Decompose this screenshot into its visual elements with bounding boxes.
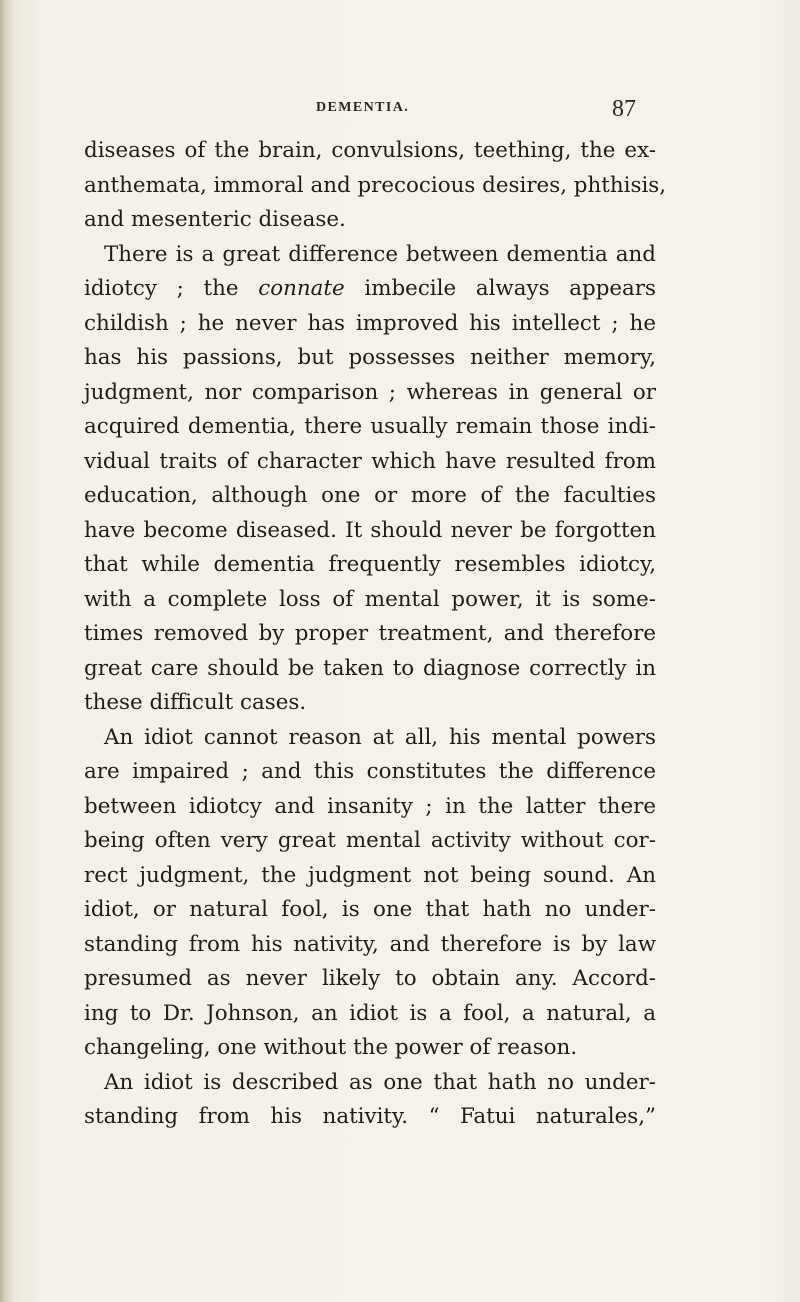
text-line: standing from his nativity, and therefore is by law xyxy=(84,931,656,957)
page-number: 87 xyxy=(612,96,636,122)
text-line: ing to Dr. Johnson, an idiot is a fool, a natural, a xyxy=(84,1000,656,1026)
text-line: An idiot cannot reason at all, his mental powers xyxy=(104,724,656,750)
text-line: these difficult cases. xyxy=(84,690,307,715)
text-line: times removed by proper treatment, and therefore xyxy=(84,621,656,646)
italic-term: connate xyxy=(258,276,345,301)
text-line: being often very great mental activity without cor- xyxy=(84,828,656,853)
text-line: idiot, or natural fool, is one that hath no under- xyxy=(84,897,656,922)
text-line: are impaired ; and this constitutes the difference xyxy=(84,759,656,784)
body-text xyxy=(84,134,667,1135)
text-line: vidual traits of character which have resulted from xyxy=(84,448,656,474)
text-line: between idiotcy and insanity ; in the latter there xyxy=(84,793,656,819)
text-line: diseases of the brain, convulsions, teething, the ex- xyxy=(84,138,656,163)
text-line: has his passions, but possesses neither memory, xyxy=(84,345,656,370)
text-line: acquired dementia, there usually remain those indi- xyxy=(84,414,656,439)
text-line: childish ; he never has improved his intellect ; he xyxy=(84,310,656,336)
text-fragment: idiotcy ; the xyxy=(84,276,259,301)
text-line: that while dementia frequently resembles idiotcy, xyxy=(84,552,656,577)
text-line: standing from his nativity. “ Fatui naturales,” xyxy=(84,1104,656,1129)
text-line: There is a great difference between dementia and xyxy=(104,241,656,267)
text-line: have become diseased. It should never be forgotten xyxy=(84,517,656,543)
text-line: rect judgment, the judgment not being sound. An xyxy=(84,862,656,888)
text-line: An idiot is described as one that hath no under- xyxy=(104,1069,656,1095)
text-line: great care should be taken to diagnose correctly in xyxy=(84,655,656,681)
text-line: anthemata, immoral and precocious desires, phthisis, xyxy=(84,172,667,198)
text-line: and mesenteric disease. xyxy=(84,207,346,232)
text-line xyxy=(84,272,656,307)
text-line: education, although one or more of the faculties xyxy=(84,483,656,508)
text-line: judgment, nor comparison ; whereas in general or xyxy=(84,379,656,405)
text-fragment: imbecile always appears xyxy=(344,276,656,301)
text-line: with a complete loss of mental power, it is some- xyxy=(84,586,656,612)
text-line: changeling, one without the power of reason. xyxy=(84,1035,578,1060)
binding-shadow xyxy=(0,0,14,1302)
running-title: DEMENTIA. xyxy=(316,100,410,115)
text-line: presumed as never likely to obtain any. Accord- xyxy=(84,966,656,991)
